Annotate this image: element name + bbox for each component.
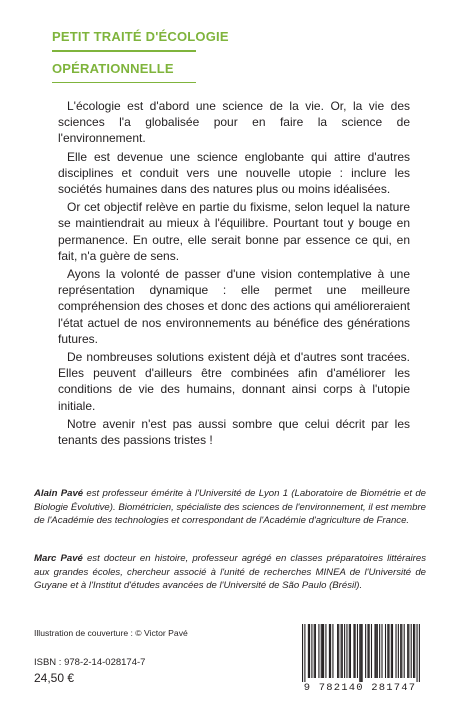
barcode-bar xyxy=(379,624,380,678)
barcode-bar xyxy=(376,624,377,678)
barcode-bar xyxy=(304,624,305,682)
barcode-bar xyxy=(337,624,338,678)
barcode-bar xyxy=(371,624,372,678)
title-rule-top xyxy=(52,50,196,52)
author-bio-2 xyxy=(34,552,426,593)
paragraph-3: Or cet objectif relève en partie du fixisme, selon lequel la nature se maintiendrait au mieux à l'équilibre. Pourtant tout y bouge en permanence. En outre, elle serait bonne par essence ce qui, en fait, n'a guère de sens. xyxy=(58,200,410,263)
barcode-bar xyxy=(341,624,342,678)
paragraph-6: Notre avenir n'est pas aussi sombre que celui décrit par les tenants des passions tristes ! xyxy=(58,416,410,448)
barcode-bar xyxy=(391,624,392,678)
barcode-bar xyxy=(362,624,363,682)
barcode-bar xyxy=(360,624,361,682)
paragraph-5: De nombreuses solutions existent déjà et d'autres sont tracées. Elles peuvent d'ailleurs être combinées afin d'améliorer les conditions de vie des humains, donnant ainsi corps à l'utopie initiale. xyxy=(58,350,410,413)
barcode-bar xyxy=(329,624,330,678)
barcode-bar xyxy=(400,624,401,678)
series-title xyxy=(52,29,229,93)
barcode-bar xyxy=(309,624,310,678)
barcode-bar xyxy=(302,624,303,682)
paragraph-2: Elle est devenue une science englobante qui attire d'autres disciplines et conduit vers une nouvelle utopie : inclure les sociétés humaines dans des natures plus ou moins idéalisées. xyxy=(58,149,410,197)
barcode-bar xyxy=(322,624,323,678)
barcode-bar xyxy=(419,624,420,682)
barcode-bar xyxy=(325,624,326,678)
barcode-bar xyxy=(342,624,343,678)
barcode-bar xyxy=(357,624,358,678)
paragraph-4: Ayons la volonté de passer d'une vision contemplative à une représentation dynamique : elle permet une meilleure compréhension des choses et donc des actions qui amélioreraient l'état actuel de nos environnements au bénéfice des générations futures. xyxy=(58,267,410,346)
barcode-bar xyxy=(311,624,312,678)
barcode-bar xyxy=(387,624,388,678)
barcode-bar xyxy=(395,624,396,678)
author-2-text: est docteur en histoire, professeur agrégé en classes préparatoires littéraires aux grandes écoles, chercheur associé à l'unité de recherches MINEA de l'Université de Guyane et à l'Institut d'études avancées de l'Université de São Paulo (Brésil). xyxy=(34,553,427,591)
barcode-number: 9 782140 281747 xyxy=(303,682,417,694)
barcode-bar xyxy=(385,624,386,678)
barcode-bar xyxy=(401,624,402,678)
isbn: ISBN : 978-2-14-028174-7 xyxy=(34,657,146,668)
barcode-bar xyxy=(314,624,315,678)
author-2-name: Marc Pavé xyxy=(34,553,83,564)
barcode-bar xyxy=(407,624,408,678)
barcode-bar xyxy=(346,624,347,678)
barcode-bar xyxy=(381,624,382,678)
barcode-bar xyxy=(417,624,418,682)
barcode-bar xyxy=(323,624,324,678)
barcode-bar xyxy=(367,624,368,678)
barcode-bar xyxy=(349,624,350,678)
title-line-1: PETIT TRAITÉ D'ÉCOLOGIE xyxy=(52,29,229,44)
barcode-bar xyxy=(321,624,322,678)
barcode-bar xyxy=(374,624,375,678)
title-line-2: OPÉRATIONNELLE xyxy=(52,60,174,76)
barcode xyxy=(290,622,430,696)
cover-credit: Illustration de couverture : © Victor Pavé xyxy=(34,628,188,638)
barcode-bar xyxy=(388,624,389,678)
barcode-bar xyxy=(330,624,331,678)
barcode-bar xyxy=(414,624,415,678)
barcode-bar xyxy=(338,624,339,678)
paragraph-1: L'écologie est d'abord une science de la vie. Or, la vie des sciences l'a globalisée pour en faire la science de l'environnement. xyxy=(58,99,410,146)
barcode-bar xyxy=(355,624,356,678)
author-bio-1 xyxy=(34,487,426,528)
barcode-bar xyxy=(350,624,351,678)
barcode-bar xyxy=(377,624,378,678)
barcode-bar xyxy=(392,624,393,678)
barcode-bar xyxy=(404,624,405,678)
barcode-bar xyxy=(344,624,345,678)
barcode-bar xyxy=(398,624,399,678)
price: 24,50 € xyxy=(34,671,75,685)
author-1-text: est professeur émérite à l'Université de Lyon 1 (Laboratoire de Biométrie et de Biologie Évolutive). Biométricien, spécialiste des sciences de l'environnement, il est membre de l'Académie des technologies et correspondant de l'Académie d'agriculture de France. xyxy=(34,488,426,526)
barcode-bar xyxy=(353,624,354,678)
barcode-bar xyxy=(413,624,414,678)
barcode-bar xyxy=(359,624,360,682)
barcode-bar xyxy=(332,624,333,678)
barcode-bars xyxy=(302,624,420,682)
barcode-bar xyxy=(408,624,409,678)
title-rule-bottom xyxy=(52,82,196,84)
barcode-bar xyxy=(369,624,370,678)
back-cover-text xyxy=(58,98,410,450)
barcode-bar xyxy=(365,624,366,678)
barcode-bar xyxy=(315,624,316,678)
barcode-bar xyxy=(411,624,412,678)
barcode-bar xyxy=(308,624,309,678)
author-1-name: Alain Pavé xyxy=(34,488,84,499)
barcode-bar xyxy=(318,624,319,678)
